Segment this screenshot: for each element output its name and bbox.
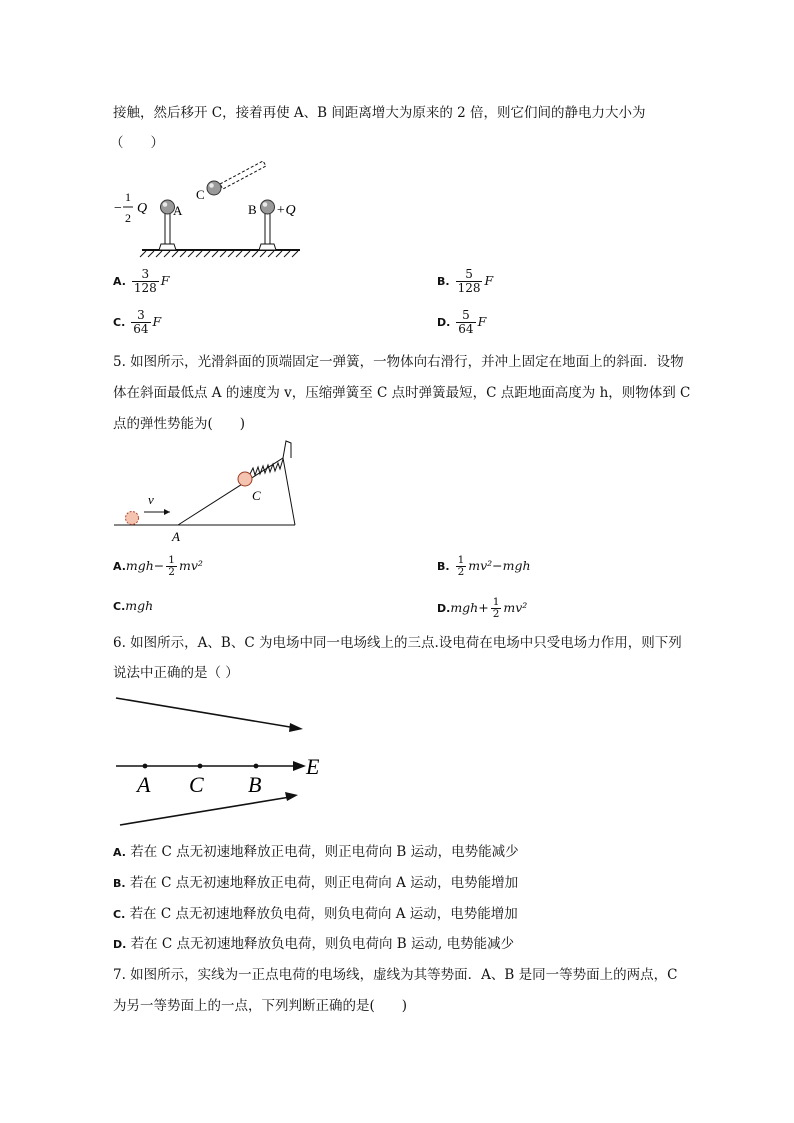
label-a: A (137, 772, 151, 797)
label-c: C (189, 772, 204, 797)
charge-a-sign: − (114, 201, 122, 216)
stand-b (259, 200, 276, 250)
charge-a-numerator: 1 (125, 190, 131, 204)
q6-figure (110, 690, 340, 830)
q5-option-c: C.mgh (113, 598, 154, 613)
point-c (198, 764, 203, 769)
q7-text-line-1: 7. 如图所示，实线为一正点电荷的电场线，虚线为其等势面．A、B 是同一等势面上的两点，C (113, 967, 678, 983)
q5-option-b: B. $\frac{1}{2}$ mv²−mgh (437, 554, 531, 578)
q4-option-b: B. $\frac{5}{128}$ F (437, 267, 494, 295)
label-a: A (172, 529, 180, 544)
q5-figure (110, 438, 310, 548)
q4-text-line-1: 接触，然后移开 C，接着再使 A、B 间距离增大为原来的 2 倍，则它们间的静电力大小为 (113, 105, 646, 121)
q4-answer-blank: （ ） (110, 135, 164, 151)
q4-option-d: D. $\frac{5}{64}$ F (437, 308, 487, 336)
label-c: C (196, 187, 205, 202)
label-b: B (248, 202, 257, 217)
label-a: A (173, 203, 183, 218)
q5-option-a: A.mgh− $\frac{1}{2}$ mv² (113, 554, 203, 578)
q7-text-line-2: 为另一等势面上的一点，下列判断正确的是( ) (113, 998, 408, 1014)
label-b: B (248, 772, 262, 797)
q5-text-line-1: 5. 如图所示，光滑斜面的顶端固定一弹簧，一物体向右滑行，并冲上固定在地面上的斜面．设物 (113, 354, 684, 370)
q5-text-line-3: 点的弹性势能为( ) (113, 416, 246, 432)
q5-option-d: D.mgh+ $\frac{1}{2}$ mv² (437, 596, 528, 620)
label-c: C (252, 488, 261, 503)
ball-start (126, 512, 139, 525)
q6-option-d: D. 若在 C 点无初速地释放负电荷，则负电荷向 B 运动, 电势能减少 (113, 936, 515, 952)
q6-option-a: A. 若在 C 点无初速地释放正电荷，则正电荷向 B 运动，电势能减少 (113, 844, 519, 860)
q6-text-line-1: 6. 如图所示，A、B、C 为电场中同一电场线上的三点.设电荷在电场中只受电场力作用，则下列 (113, 635, 682, 651)
sphere-c (207, 181, 221, 195)
charge-a-denominator: 2 (125, 211, 131, 225)
sphere-b (261, 200, 275, 214)
insulating-rod (220, 161, 266, 189)
q4-option-a: A. $\frac{3}{128}$ F (113, 267, 170, 295)
label-e: E (306, 754, 320, 779)
q6-option-c: C. 若在 C 点无初速地释放负电荷，则负电荷向 A 运动，电势能增加 (113, 906, 518, 922)
charge-a-q: Q (137, 201, 148, 216)
label-v: v (148, 492, 154, 507)
q4-figure (110, 160, 310, 260)
ball-at-c (238, 472, 252, 486)
q6-option-b: B. 若在 C 点无初速地释放正电荷，则正电荷向 A 运动，电势能增加 (113, 875, 519, 891)
q5-text-line-2: 体在斜面最低点 A 的速度为 v，压缩弹簧至 C 点时弹簧最短，C 点距地面高度为 h，则物体到 C (113, 385, 691, 401)
q6-text-line-2: 说法中正确的是（ ） (113, 665, 239, 681)
point-a (143, 764, 148, 769)
q4-option-c: C. $\frac{3}{64}$ F (113, 308, 162, 336)
charge-b: +Q (276, 203, 296, 218)
point-b (254, 764, 259, 769)
